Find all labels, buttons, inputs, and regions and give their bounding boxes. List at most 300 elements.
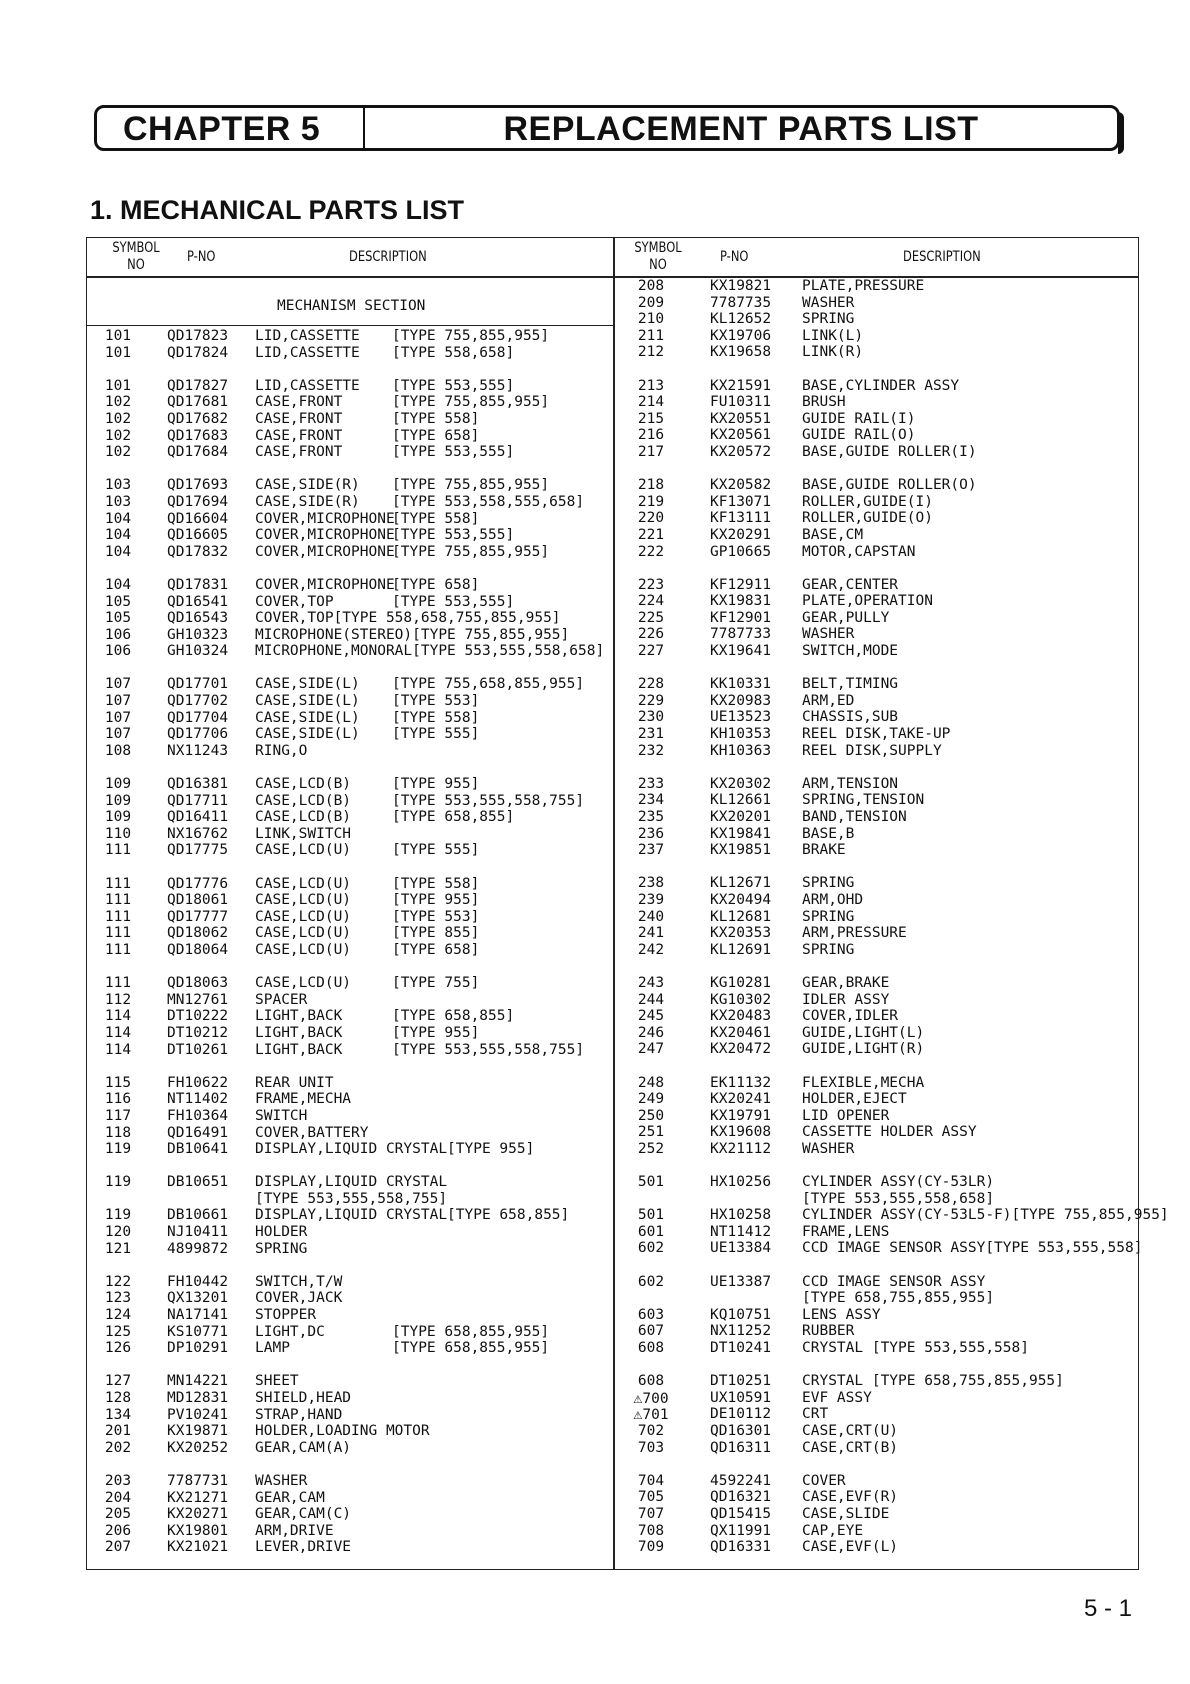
symbol-no: 118 [104, 1124, 132, 1141]
right-parts-column [614, 278, 1169, 1556]
header-no-label: NO [649, 257, 667, 273]
symbol-no: 231 [637, 726, 665, 743]
symbol-no: 229 [637, 692, 665, 709]
part-row [87, 1174, 613, 1191]
part-row [87, 378, 613, 395]
part-description: HOLDER [255, 1224, 308, 1241]
part-type: [TYPE 558] [392, 410, 480, 427]
part-row [614, 427, 1140, 444]
part-number: KX21021 [167, 1539, 229, 1556]
part-row [87, 1224, 613, 1241]
part-description: LIGHT,BACK [255, 1024, 343, 1041]
part-row [87, 610, 613, 627]
part-number: KX19641 [710, 643, 772, 660]
part-number: KX19658 [710, 344, 772, 361]
part-number: KX19841 [710, 825, 772, 842]
part-row [87, 1539, 613, 1556]
part-description: CASE,SIDE(L) [255, 676, 360, 693]
part-row [87, 826, 613, 843]
symbol-no: 111 [104, 941, 132, 958]
part-row [614, 776, 1140, 793]
part-type: [TYPE 955] [392, 892, 480, 909]
part-description: SPRING [802, 908, 855, 925]
symbol-no: 121 [104, 1240, 132, 1257]
part-type: [TYPE 553,555] [392, 444, 515, 461]
chapter-banner [94, 105, 1120, 151]
part-number: KL12652 [710, 311, 772, 328]
part-description: CASE,LCD(U) [255, 892, 352, 909]
part-row [614, 1108, 1140, 1125]
part-row [87, 594, 613, 611]
part-number: KX20241 [710, 1091, 772, 1108]
part-row [614, 1406, 1140, 1423]
part-number: KX20572 [710, 443, 772, 460]
part-description: MOTOR,CAPSTAN [802, 543, 916, 560]
part-number: KX20582 [710, 477, 772, 494]
part-number: 7787731 [167, 1472, 229, 1489]
part-row [87, 1274, 613, 1291]
symbol-no: 107 [104, 726, 132, 743]
part-description: ARM,ED [802, 692, 855, 709]
part-row [614, 1539, 1140, 1556]
part-row [614, 726, 1140, 743]
symbol-no: 215 [637, 410, 665, 427]
part-number: DB10651 [167, 1174, 229, 1191]
part-row [614, 444, 1140, 461]
part-row [87, 544, 613, 561]
part-type: [TYPE 658,855,955] [392, 1340, 550, 1357]
part-number: QD17711 [167, 792, 229, 809]
row-gap [614, 660, 1140, 677]
symbol-no: 501 [637, 1207, 665, 1224]
part-description: COVER [802, 1472, 846, 1489]
part-type: [TYPE 553,558,555,658] [392, 493, 585, 510]
row-gap [614, 1058, 1140, 1075]
part-row [614, 1075, 1140, 1092]
part-description: SWITCH [255, 1107, 308, 1124]
part-description: MICROPHONE(STEREO)[TYPE 755,855,955] [255, 626, 570, 643]
symbol-no: 105 [104, 610, 132, 627]
part-description: FRAME,LENS [802, 1223, 890, 1240]
part-type: [TYPE 553,555,558,755] [392, 792, 585, 809]
row-gap [87, 660, 613, 677]
part-description: CASSETTE HOLDER ASSY [802, 1124, 977, 1141]
part-description: [TYPE 658,755,855,955] [802, 1290, 995, 1307]
part-type: [TYPE 558] [392, 709, 480, 726]
part-type: [TYPE 658,855] [392, 1008, 515, 1025]
part-row [87, 394, 613, 411]
symbol-no: 101 [104, 377, 132, 394]
part-number: QD18063 [167, 975, 229, 992]
part-number: HX10258 [710, 1207, 772, 1224]
part-type: [TYPE 755] [392, 975, 480, 992]
part-row [87, 1075, 613, 1092]
symbol-no: 212 [637, 344, 665, 361]
row-gap [87, 361, 613, 378]
symbol-no: 243 [637, 974, 665, 991]
part-description: DISPLAY,LIQUID CRYSTAL [255, 1174, 448, 1191]
symbol-no: 128 [104, 1390, 132, 1406]
part-description: CASE,SIDE(L) [255, 693, 360, 710]
part-row [614, 1390, 1140, 1407]
part-description: SPRING [802, 875, 855, 892]
row-gap [87, 1257, 613, 1274]
part-description: CASE,LCD(B) [255, 809, 352, 826]
part-description: LENS ASSY [802, 1306, 881, 1323]
chapter-title: REPLACEMENT PARTS LIST [503, 110, 979, 148]
symbol-no: 202 [104, 1439, 132, 1456]
part-description: ARM,DRIVE [255, 1522, 334, 1539]
part-row [614, 411, 1140, 428]
part-row [614, 743, 1140, 760]
symbol-no: 114 [104, 1008, 132, 1025]
row-gap [87, 759, 613, 776]
symbol-no: 247 [637, 1041, 665, 1058]
part-description: COVER,MICROPHONE [255, 576, 395, 593]
symbol-no: 233 [637, 775, 665, 792]
part-description: CCD IMAGE SENSOR ASSY [802, 1273, 986, 1290]
symbol-no: 223 [637, 576, 665, 593]
part-row [614, 527, 1140, 544]
row-gap [614, 461, 1140, 478]
symbol-no: 249 [637, 1091, 665, 1108]
part-row [87, 1440, 613, 1457]
symbol-no: 608 [637, 1373, 665, 1390]
part-description: GEAR,CAM [255, 1489, 325, 1506]
part-description: FLEXIBLE,MECHA [802, 1074, 925, 1091]
part-number: QD17694 [167, 493, 229, 510]
symbol-no: 222 [637, 543, 665, 560]
part-description: CASE,LCD(U) [255, 908, 352, 925]
part-row [87, 1506, 613, 1523]
part-number: QD17775 [167, 842, 229, 859]
symbol-no: 225 [637, 609, 665, 626]
part-row [614, 477, 1140, 494]
symbol-no-value: 700 [642, 1390, 669, 1407]
symbol-no: 101 [104, 328, 132, 344]
part-type: [TYPE 755,658,855,955] [392, 676, 585, 693]
part-number: QD16331 [710, 1539, 772, 1556]
part-row [614, 909, 1140, 926]
part-description: CASE,LCD(U) [255, 925, 352, 942]
part-number: KX20302 [710, 775, 772, 792]
symbol-no: 111 [104, 975, 132, 992]
part-number: GP10665 [710, 543, 772, 560]
part-row [87, 328, 613, 345]
part-type: [TYPE 955] [392, 776, 480, 793]
part-number: NX11243 [167, 742, 229, 759]
part-number: KH10353 [710, 726, 772, 743]
symbol-no: 111 [104, 908, 132, 925]
part-row [614, 643, 1140, 660]
part-description: SPRING [802, 941, 855, 958]
row-gap [614, 1456, 1140, 1473]
part-number: DT10241 [710, 1340, 772, 1356]
part-description: SHIELD,HEAD [255, 1390, 352, 1406]
part-description: BASE,GUIDE ROLLER(O) [802, 477, 977, 494]
part-description: SPRING [802, 311, 855, 328]
part-number: NX11252 [710, 1323, 772, 1340]
part-number: QD17702 [167, 693, 229, 710]
part-description: COVER,JACK [255, 1290, 343, 1307]
part-row [614, 1307, 1140, 1324]
symbol-no: 110 [104, 825, 132, 842]
part-number: KQ10751 [710, 1306, 772, 1323]
part-row [87, 345, 613, 362]
part-number: KX20483 [710, 1008, 772, 1025]
part-number: KX19831 [710, 593, 772, 610]
warning-icon: ⚠ [633, 1405, 643, 1424]
part-description: CASE,FRONT [255, 427, 343, 444]
part-description: GUIDE RAIL(I) [802, 410, 916, 427]
part-description: LINK(L) [802, 327, 864, 344]
part-number: UE13384 [710, 1240, 772, 1257]
part-number: QD17777 [167, 908, 229, 925]
part-description: LID OPENER [802, 1107, 890, 1124]
part-number: QX13201 [167, 1290, 229, 1307]
part-number: KS10771 [167, 1323, 229, 1340]
part-description: CASE,SLIDE [802, 1505, 890, 1522]
part-row [87, 693, 613, 710]
page-number: 5 - 1 [1083, 1595, 1132, 1622]
header-description-right: DESCRIPTION [903, 249, 981, 265]
part-number: QD17684 [167, 444, 229, 461]
part-type: [TYPE 755,855,955] [392, 394, 550, 411]
symbol-no: 703 [637, 1439, 665, 1456]
part-number: 4899872 [167, 1240, 229, 1257]
symbol-no-value: 701 [642, 1407, 669, 1424]
symbol-no: 704 [637, 1472, 665, 1489]
symbol-no: 241 [637, 925, 665, 942]
part-description: CCD IMAGE SENSOR ASSY[TYPE 553,555,558] [802, 1240, 1143, 1257]
part-type: [TYPE 755,855,955] [392, 543, 550, 560]
part-number: QD17704 [167, 709, 229, 726]
part-number: KX20291 [710, 526, 772, 543]
row-gap [87, 1456, 613, 1473]
part-description: GEAR,CENTER [802, 576, 899, 593]
part-number: DT10222 [167, 1008, 229, 1025]
part-description: CASE,LCD(B) [255, 776, 352, 793]
part-row [614, 1340, 1140, 1357]
part-description: COVER,MICROPHONE [255, 510, 395, 527]
symbol-no: 119 [104, 1141, 132, 1158]
symbol-no: 707 [637, 1505, 665, 1522]
symbol-no: 242 [637, 941, 665, 958]
part-description: SWITCH,T/W [255, 1273, 343, 1290]
part-number: QX11991 [710, 1522, 772, 1539]
symbol-no: 234 [637, 792, 665, 809]
part-description: RING,O [255, 742, 308, 759]
part-row [87, 1108, 613, 1125]
part-number: QD17831 [167, 576, 229, 593]
symbol-no: 217 [637, 443, 665, 460]
part-description: BASE,B [802, 825, 855, 842]
symbol-no: 111 [104, 875, 132, 892]
symbol-no: 204 [104, 1489, 132, 1506]
part-number: DE10112 [710, 1406, 772, 1423]
symbol-no: 109 [104, 809, 132, 826]
row-gap [614, 859, 1140, 876]
symbol-no: 238 [637, 875, 665, 892]
part-row [87, 1340, 613, 1357]
symbol-no: 101 [104, 344, 132, 361]
header-symbol-label: SYMBOL [112, 240, 160, 256]
symbol-no: 244 [637, 991, 665, 1008]
part-row [614, 1008, 1140, 1025]
part-number: KX21112 [710, 1140, 772, 1157]
part-description: COVER,TOP[TYPE 558,658,755,855,955] [255, 610, 561, 627]
symbol-no: 250 [637, 1107, 665, 1124]
part-description: IDLER ASSY [802, 991, 890, 1008]
part-row [87, 992, 613, 1009]
part-row [614, 693, 1140, 710]
part-row [87, 776, 613, 793]
symbol-no: 501 [637, 1174, 665, 1191]
part-row [614, 394, 1140, 411]
part-row [87, 527, 613, 544]
part-description: GEAR,PULLY [802, 609, 890, 626]
part-row [614, 626, 1140, 643]
part-number: FU10311 [710, 394, 772, 411]
part-row [87, 1008, 613, 1025]
symbol-no: 120 [104, 1224, 132, 1241]
part-row [614, 1240, 1143, 1257]
part-description: LIGHT,DC [255, 1323, 325, 1340]
symbol-no: 235 [637, 809, 665, 825]
left-parts-column [87, 278, 613, 1556]
part-description: CASE,EVF(L) [802, 1539, 899, 1556]
part-description: [TYPE 553,555,558,755] [255, 1190, 448, 1207]
row-gap [614, 1157, 1140, 1174]
symbol-no: 124 [104, 1307, 132, 1324]
symbol-no: 230 [637, 709, 665, 726]
part-number: KX19801 [167, 1522, 229, 1539]
symbol-no: 107 [104, 709, 132, 726]
part-number: KF13111 [710, 510, 772, 527]
part-type: [TYPE 955] [392, 1024, 480, 1041]
header-symbol-no-right [617, 238, 699, 278]
part-number: DT10261 [167, 1041, 229, 1058]
symbol-no: 107 [104, 676, 132, 693]
part-row [87, 411, 613, 428]
part-type: [TYPE 553,555] [392, 377, 515, 394]
part-number: KX20561 [710, 427, 772, 444]
part-row [87, 1407, 613, 1424]
part-description: BRUSH [802, 394, 846, 411]
symbol-no: 111 [104, 892, 132, 909]
header-pno-right: P-NO [720, 249, 749, 265]
symbol-no: 104 [104, 576, 132, 593]
part-row [87, 643, 613, 660]
part-row [614, 278, 1140, 295]
part-description: ROLLER,GUIDE(I) [802, 493, 933, 510]
part-number: KX20353 [710, 925, 772, 942]
part-row [614, 1489, 1140, 1506]
part-number: QD18061 [167, 892, 229, 909]
symbol-no: 220 [637, 510, 665, 527]
part-type: [TYPE 755,855,955] [392, 477, 550, 494]
part-description: CRYSTAL [TYPE 658,755,855,955] [802, 1373, 1064, 1390]
part-description: GUIDE RAIL(O) [802, 427, 916, 444]
part-number: KX20494 [710, 891, 772, 908]
part-row [614, 1224, 1140, 1241]
part-description: LINK,SWITCH [255, 825, 352, 842]
part-number: QD16604 [167, 510, 229, 527]
part-row [87, 494, 613, 511]
part-description: GUIDE,LIGHT(L) [802, 1024, 925, 1041]
mechanism-section-heading: MECHANISM SECTION [277, 298, 426, 314]
part-description: SWITCH,MODE [802, 643, 899, 660]
part-row [87, 428, 613, 445]
part-description: GUIDE,LIGHT(R) [802, 1041, 925, 1058]
symbol-no: 102 [104, 444, 132, 461]
part-description: CASE,LCD(U) [255, 875, 352, 892]
part-description: BAND,TENSION [802, 809, 907, 825]
row-gap [87, 1058, 613, 1075]
part-number: NT11412 [710, 1223, 772, 1240]
part-row [614, 1323, 1140, 1340]
part-number: DB10641 [167, 1141, 229, 1158]
symbol-no: 248 [637, 1074, 665, 1091]
symbol-no: 123 [104, 1290, 132, 1307]
chapter-label: CHAPTER 5 [123, 110, 321, 148]
part-description: CHASSIS,SUB [802, 709, 899, 726]
row-gap [614, 560, 1140, 577]
row-gap [614, 1357, 1140, 1374]
part-description: SHEET [255, 1373, 299, 1390]
part-number: KX20551 [710, 410, 772, 427]
symbol-no: 102 [104, 427, 132, 444]
symbol-no: 111 [104, 925, 132, 942]
part-number: QD17832 [167, 543, 229, 560]
symbol-no: 108 [104, 742, 132, 759]
part-number: KK10331 [710, 676, 772, 693]
part-row [87, 1191, 613, 1208]
symbol-no: 117 [104, 1107, 132, 1124]
part-description: DISPLAY,LIQUID CRYSTAL[TYPE 955] [255, 1141, 535, 1158]
symbol-no: 705 [637, 1489, 665, 1506]
part-description: REEL DISK,TAKE-UP [802, 726, 951, 743]
symbol-no: 224 [637, 593, 665, 610]
symbol-no: 214 [637, 394, 665, 411]
part-type: [TYPE 658] [392, 941, 480, 958]
part-description: LID,CASSETTE [255, 344, 360, 361]
part-number: QD17827 [167, 377, 229, 394]
part-description: CASE,LCD(B) [255, 792, 352, 809]
part-description: FRAME,MECHA [255, 1091, 352, 1108]
symbol-no: 245 [637, 1008, 665, 1025]
part-row [87, 942, 613, 959]
symbol-no: 103 [104, 493, 132, 510]
part-row [87, 1290, 613, 1307]
part-type: [TYPE 755,855,955] [392, 328, 550, 344]
part-row [614, 676, 1140, 693]
row-gap [614, 759, 1140, 776]
part-description: WASHER [255, 1472, 308, 1489]
symbol-no: 228 [637, 676, 665, 693]
part-number: QD17693 [167, 477, 229, 494]
part-row [87, 1490, 613, 1507]
part-number: QD15415 [710, 1505, 772, 1522]
symbol-no: 119 [104, 1174, 132, 1191]
part-row [87, 1390, 613, 1407]
part-description: MICROPHONE,MONORAL[TYPE 553,555,558,658] [255, 643, 605, 660]
part-number: KF12911 [710, 576, 772, 593]
part-number: KL12681 [710, 908, 772, 925]
part-description: EVF ASSY [802, 1389, 872, 1406]
part-description: REEL DISK,SUPPLY [802, 742, 942, 759]
part-description: SPRING [255, 1240, 308, 1257]
